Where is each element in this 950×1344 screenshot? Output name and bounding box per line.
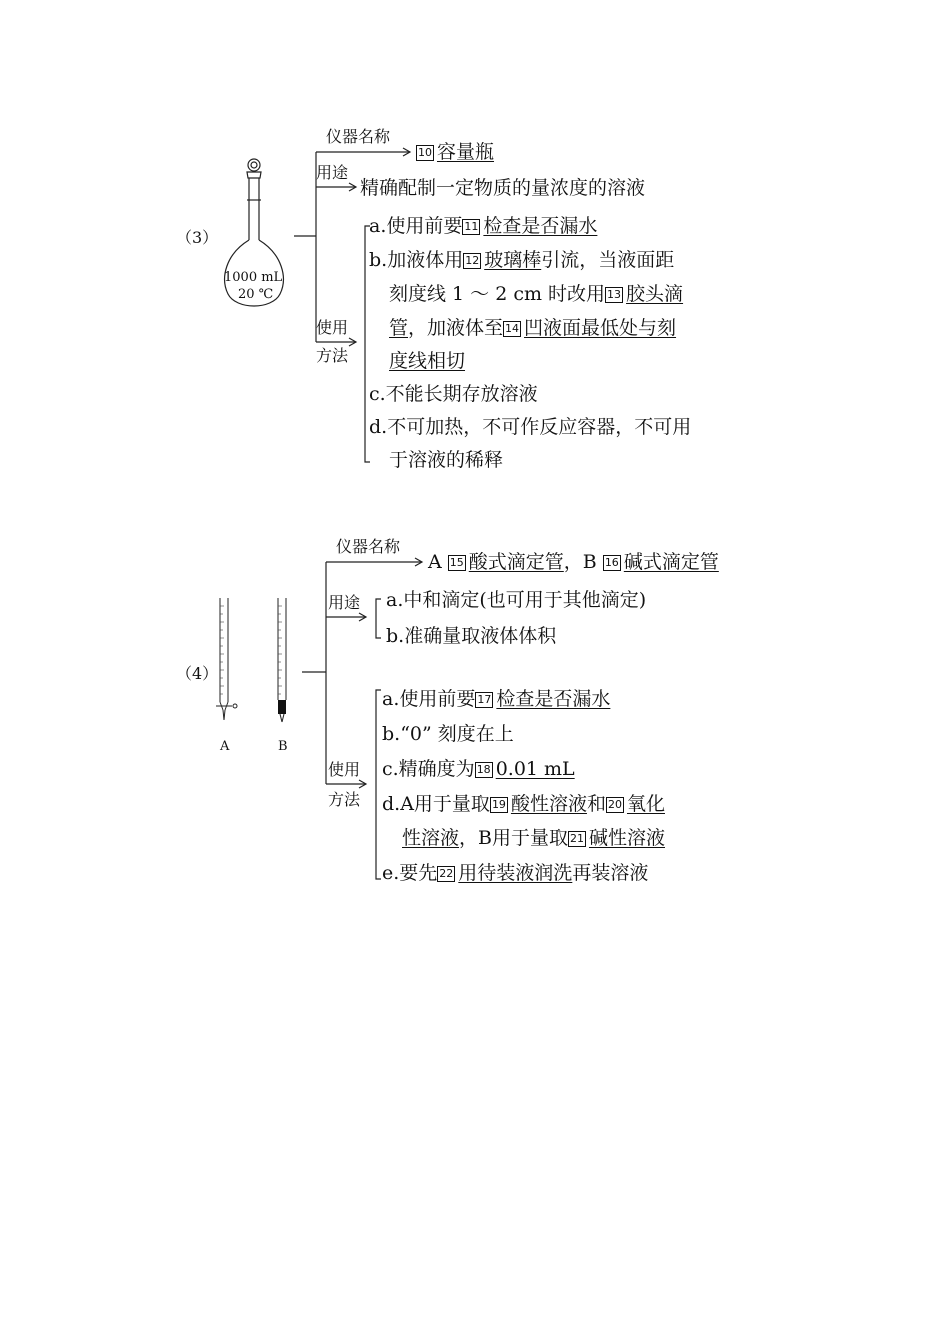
answer-number-14: 14 bbox=[505, 322, 520, 335]
s3-item-c: c.不能长期存放溶液 bbox=[369, 383, 538, 405]
s3-use-text: 精确配制一定物质的量浓度的溶液 bbox=[360, 177, 646, 199]
answer-number-22: 22 bbox=[439, 867, 454, 880]
burette-b-label: B bbox=[278, 739, 288, 754]
s4-item-e: e.要先 22 用待装液润洗再装溶液 bbox=[382, 862, 649, 884]
burette-illustration bbox=[208, 596, 298, 726]
s4-name-answer: A 15 酸式滴定管，B 16 碱式滴定管 bbox=[428, 551, 719, 573]
s4-method-label-2: 方法 bbox=[328, 790, 361, 809]
s4-use-b: b.准确量取液体体积 bbox=[386, 625, 557, 647]
s4-item-b: b.“0” 刻度在上 bbox=[382, 723, 514, 745]
s3-item-d-line1: d.不可加热，不可作反应容器，不可用 bbox=[369, 416, 692, 438]
flask-temp-label: 20 ℃ bbox=[238, 287, 274, 302]
s4-item-d-line2: 性溶液，B用于量取 21 碱性溶液 bbox=[402, 827, 665, 849]
s3-name-answer: 10 容量瓶 bbox=[418, 141, 495, 163]
answer-number-20: 20 bbox=[607, 798, 622, 811]
flask-volume-label: 1000 mL bbox=[224, 270, 283, 285]
section-3-number: （3） bbox=[176, 228, 219, 247]
answer-number-19: 19 bbox=[491, 798, 506, 811]
s3-name-label: 仪器名称 bbox=[326, 127, 391, 146]
section-4-number: （4） bbox=[176, 664, 219, 683]
answer-number-13: 13 bbox=[607, 288, 622, 301]
s3-item-b-line4: 度线相切 bbox=[389, 350, 466, 372]
s4-item-d-line1: d.A用于量取 19 酸性溶液和 20 氧化 bbox=[382, 793, 665, 815]
s3-use-label: 用途 bbox=[316, 163, 349, 182]
s3-item-a: a.使用前要 11 检查是否漏水 bbox=[369, 215, 598, 237]
s4-item-a: a.使用前要 17 检查是否漏水 bbox=[382, 688, 611, 710]
answer-number-21: 21 bbox=[569, 832, 584, 845]
s3-item-b-line2: 刻度线 1 ～ 2 cm 时改用 13 胶头滴 bbox=[389, 283, 684, 305]
answer-number-10: 10 bbox=[418, 146, 432, 159]
s3-method-label-2: 方法 bbox=[316, 346, 349, 365]
burette-a-label: A bbox=[220, 739, 230, 754]
s4-use-label: 用途 bbox=[328, 593, 361, 612]
s4-use-a: a.中和滴定(也可用于其他滴定) bbox=[386, 589, 647, 611]
answer-number-12: 12 bbox=[465, 254, 480, 267]
s3-item-b-line3: 管，加液体至 14 凹液面最低处与刻 bbox=[389, 317, 677, 339]
answer-number-18: 18 bbox=[476, 763, 491, 776]
answer-number-11: 11 bbox=[464, 220, 479, 233]
s4-item-c: c.精确度为 18 0.01 mL bbox=[382, 758, 575, 780]
s3-method-label-1: 使用 bbox=[316, 318, 349, 337]
s4-name-label: 仪器名称 bbox=[336, 537, 401, 556]
s3-item-b-line1: b.加液体用 12 玻璃棒引流，当液面距 bbox=[369, 249, 675, 271]
s4-method-label-1: 使用 bbox=[328, 760, 361, 779]
answer-number-15: 15 bbox=[449, 556, 464, 569]
answer-number-16: 16 bbox=[604, 556, 619, 569]
s3-item-d-line2: 于溶液的稀释 bbox=[389, 449, 504, 471]
answer-number-17: 17 bbox=[477, 693, 492, 706]
